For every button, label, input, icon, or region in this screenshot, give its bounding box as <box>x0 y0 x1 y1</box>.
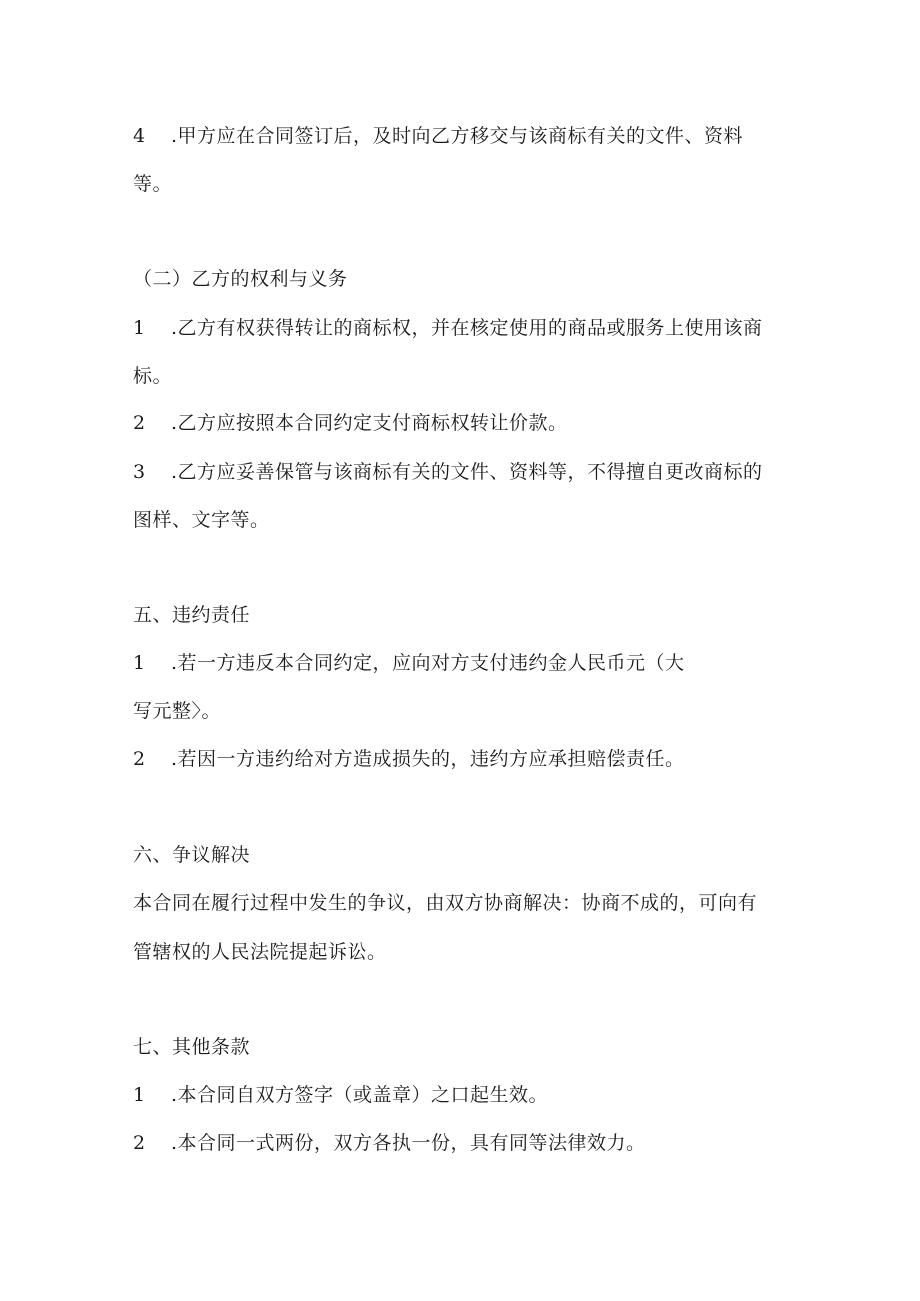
section6-line2: 管辖权的人民法院提起诉讼。 <box>133 941 387 963</box>
clause-b1-line2: 标。 <box>133 365 173 387</box>
clause-b3-line2: 图样、文字等。 <box>133 509 270 531</box>
section5-heading: 五、违约责任 <box>133 604 251 626</box>
clause-number: 4 <box>133 125 146 147</box>
clause-b1-line1 <box>133 316 763 340</box>
clause-text: .乙方应按照本合同约定支付商标权转让价款。 <box>171 412 568 434</box>
clause-text: .本合同自双方签字（或盖章）之口起生效。 <box>171 1084 549 1106</box>
clause-number: 3 <box>133 461 146 483</box>
section6-heading: 六、争议解决 <box>133 844 251 866</box>
clause-text: .乙方有权获得转让的商标权，并在核定使用的商品或服务上使用该商 <box>171 317 763 339</box>
clause-b3-line1 <box>133 460 763 484</box>
clause-5-2-line1 <box>133 747 685 771</box>
party-b-heading: （二）乙方的权利与义务 <box>133 268 348 290</box>
clause-a4-line1 <box>133 124 743 148</box>
clause-number: 2 <box>133 748 146 770</box>
clause-number: 2 <box>133 1132 146 1154</box>
clause-7-1-line1 <box>133 1083 548 1107</box>
section6-line1: 本合同在履行过程中发生的争议，由双方协商解决：协商不成的，可向有 <box>133 892 758 914</box>
clause-text: .乙方应妥善保管与该商标有关的文件、资料等，不得擅自更改商标的 <box>171 461 763 483</box>
clause-number: 2 <box>133 412 146 434</box>
clause-a4-line2: 等。 <box>133 173 173 195</box>
clause-5-1-line1 <box>133 651 685 675</box>
clause-7-2-line1 <box>133 1131 646 1155</box>
clause-text: .若因一方违约给对方造成损失的，违约方应承担赔偿责任。 <box>171 748 685 770</box>
clause-b2-line1 <box>133 411 568 435</box>
clause-number: 1 <box>133 317 146 339</box>
clause-5-1-line2: 写元整〉。 <box>133 700 222 722</box>
clause-number: 1 <box>133 1084 146 1106</box>
clause-number: 1 <box>133 652 146 674</box>
section7-heading: 七、其他条款 <box>133 1036 251 1058</box>
clause-text: .本合同一式两份，双方各执一份，具有同等法律效力。 <box>171 1132 646 1154</box>
clause-text: .甲方应在合同签订后，及时向乙方移交与该商标有关的文件、资料 <box>171 125 744 147</box>
clause-text: .若一方违反本合同约定，应向对方支付违约金人民币元（大 <box>171 652 685 674</box>
